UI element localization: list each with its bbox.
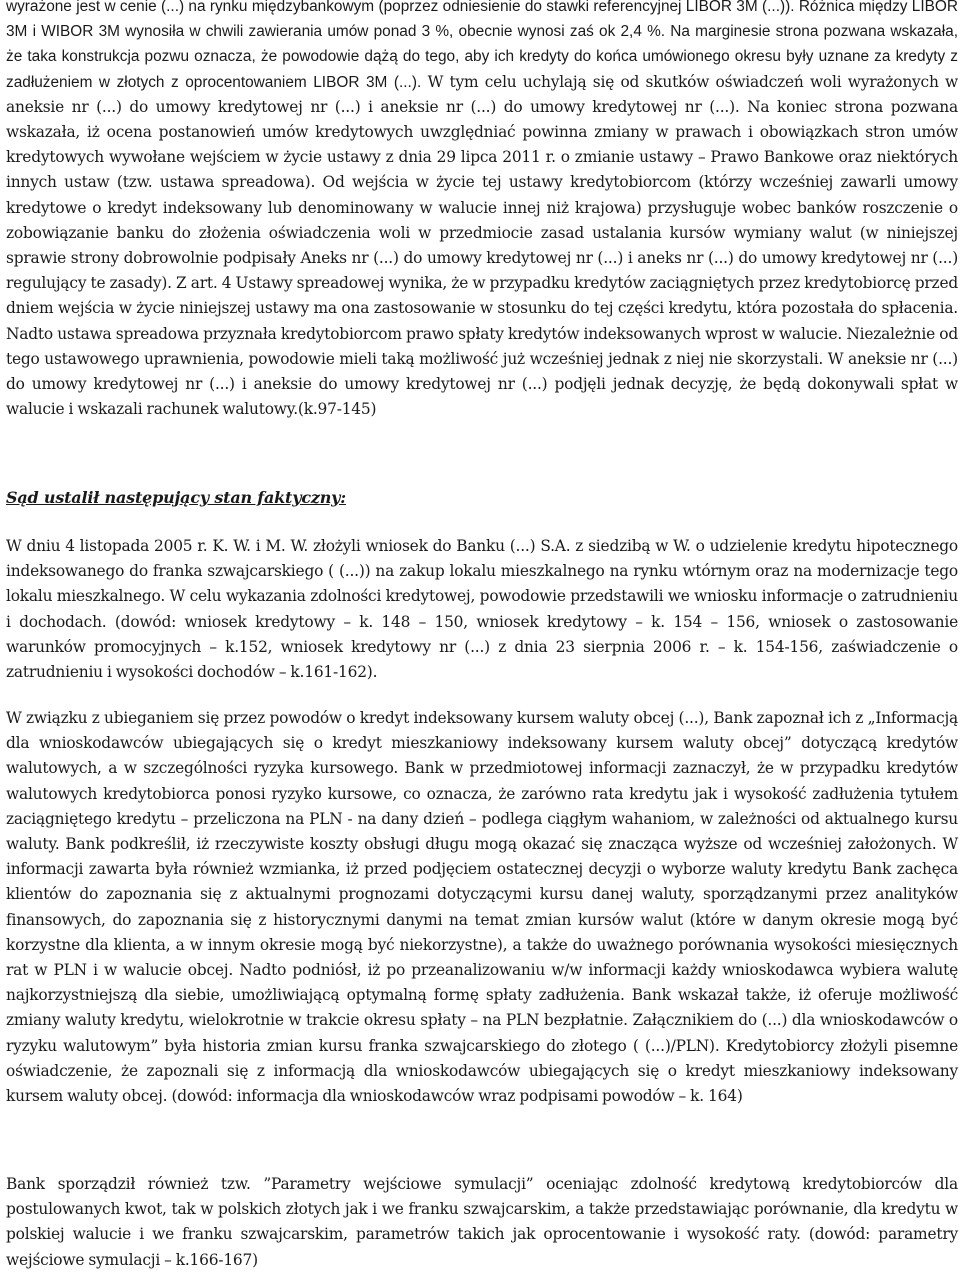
paragraph-serif-fragment: W tym celu uchylają się od skutków oświadczeń woli wyrażonych w aneksie nr (...) do umowy kredytowej nr (...) i aneksie nr (...) do umowy kredytowej nr (...). Na koniec strona pozwana wskazała, iż ocena postanowień umów kredytowych uwzględniać powinna zmiany w prawach i obowiązkach stron umów kredytowych wywołane wejściem w życie ustawy z dnia 29 lipca 2011 r. o zmianie ustawy – Prawo Bankowe oraz niektórych innych ustaw (tzw. ustawa spreadowa). Od wejścia w życie tej ustawy kredytobiorcom (którzy wcześniej zawarli umowy kredytowe o kredyt indeksowany lub denominowany w walucie innej niż krajowa) przysługuje wobec banków roszczenie o zobowiązanie banku do złożenia oświadczenia woli w przedmiocie zasad ustalania kursów wymiany walut (w niniejszej sprawie strony dobrowolnie podpisały Aneks nr (...) do umowy kredytowej nr (...) i aneks nr (...) do umowy kredytowej nr (...) regulujący te zasady). Z art. 4 Ustawy spreadowej wynika, że w przypadku kredytów zaciągniętych przez kredytobiorcę przed dniem wejścia w życie niniejszej ustawy ma ona zastosowanie w stosunku do tej części kredytu, która pozostała do spłacenia. Nadto ustawa spreadowa przyznała kredytobiorcom prawo spłaty kredytów indeksowanych wprost w walucie. Niezależnie od tego ustawowego uprawnienia, powodowie mieli taką możliwość już wcześniej jednak z niej nie skorzystali. W aneksie nr (...) do umowy kredytowej nr (...) i aneksie do umowy kredytowej nr (...) podjęli jednak decyzję, że będą dokonywali spłat w walucie i wskazali rachunek walutowy.(k.97-145) [6, 72, 959, 419]
section-heading: Sąd ustalił następujący stan faktyczny: [6, 488, 346, 507]
paragraph-currency-risk-information: W związku z ubieganiem się przez powodów o kredyt indeksowany kursem waluty obcej (...), Bank zapoznał ich z „Informacją dla wnioskodawców ubiegających się o kredyt mieszkaniowy indeksowany kursem waluty obcej” dotyczącą kredytów walutowych, a w szczególności ryzyka kursowego. Bank w przedmiotowej informacji zaznaczył, że w przypadku kredytów walutowych kredytobiorca ponosi ryzyko kursowe, co oznacza, że zarówno rata kredytu jak i wysokość zadłużenia tytułem zaciągniętego kredytu – przeliczona na PLN - na dany dzień – podlega ciągłym wahaniom, w zależności od aktualnego kursu waluty. Bank podkreślił, iż rzeczywiste koszty obsługi długu mogą okazać się znacząca wyższe od wcześniej założonych. W informacji zawarta była również wzmianka, iż przed podjęciem ostatecznej decyzji o wyborze waluty kredytu Bank zachęca klientów do zapoznania się z aktualnymi prognozami dotyczącymi kursu danej waluty, sporządzanymi przez analityków finansowych, do zapoznania się z historycznymi danymi na temat zmian kursów walut (które w danym okresie mogą być korzystne dla klienta, a w innym okresie mogą być niekorzystne), a także do uważnego porównania wysokości miesięcznych rat w PLN i w walucie obcej. Nadto podniósł, iż po przeanalizowaniu w/w informacji każdy wnioskodawca wybiera walutę najkorzystniejszą dla siebie, umożliwiającą optymalną formę spłaty zadłużenia. Bank wskazał także, iż oferuje możliwość zmiany waluty kredytu, wielokrotnie w trakcie okresu spłaty – na PLN bezpłatnie. Załącznikiem do (...) dla wnioskodawców o ryzyku walutowym” była historia zmian kursu franka szwajcarskiego do złotego ( (...)/PLN). Kredytobiorcy złożyli pisemne oświadczenie, że zapoznali się z informacją dla wnioskodawców ubiegających się o kredyt mieszkaniowy indeksowany kursem waluty obcej. (dowód: informacja dla wnioskodawców wraz podpisami powodów – k. 164) [6, 709, 958, 1106]
paragraph-simulation-parameters: Bank sporządził również tzw. ”Parametry wejściowe symulacji” oceniając zdolność kredytową kredytobiorców dla postulowanych kwot, tak w polskich złotych jak i we franku szwajcarskim, a także przedstawiając porównanie, dla kredytu w polskiej walucie i we franku szwajcarskim, parametrów takich jak oprocentowanie i wysokość raty. (dowód: parametry wejściowe symulacji – k.166-167) [6, 1175, 958, 1269]
paragraph-defendant-arguments [6, 0, 958, 422]
paragraph-sans-fragment: wyrażone jest w cenie (...) na rynku międzybankowym (poprzez odniesienie do stawki referencyjnej LIBOR 3M (...)). Różnica między LIBOR 3M i WIBOR 3M wynosiła w chwili zawierania umów ponad 3 %, obecnie wynosi zaś ok 2,4 %. Na marginesie strona pozwana wskazała, że taka konstrukcja pozwu oznacza, że powodowie dążą do tego, aby ich kredyty do końca umówionego okresu były uznane za kredyty z zadłużeniem w złotych z oprocentowaniem LIBOR 3M (...). [6, 0, 958, 91]
paragraph-loan-application: W dniu 4 listopada 2005 r. K. W. i M. W. złożyli wniosek do Banku (...) S.A. z siedzibą w W. o udzielenie kredytu hipotecznego indeksowanego do franka szwajcarskiego ( (...)) na zakup lokalu mieszkalnego na rynku wtórnym oraz na modernizacje tego lokalu mieszkalnego. W celu wykazania zdolności kredytowej, powodowie przedstawili we wniosku informacje o zatrudnieniu i dochodach. (dowód: wniosek kredytowy – k. 148 – 150, wniosek kredytowy – k. 154 – 156, wniosek o zastosowanie warunków promocyjnych – k.152, wniosek kredytowy nr (...) z dnia 23 sierpnia 2006 r. – k. 154-156, zaświadczenie o zatrudnieniu i wysokości dochodów – k.161-162). [6, 537, 958, 682]
